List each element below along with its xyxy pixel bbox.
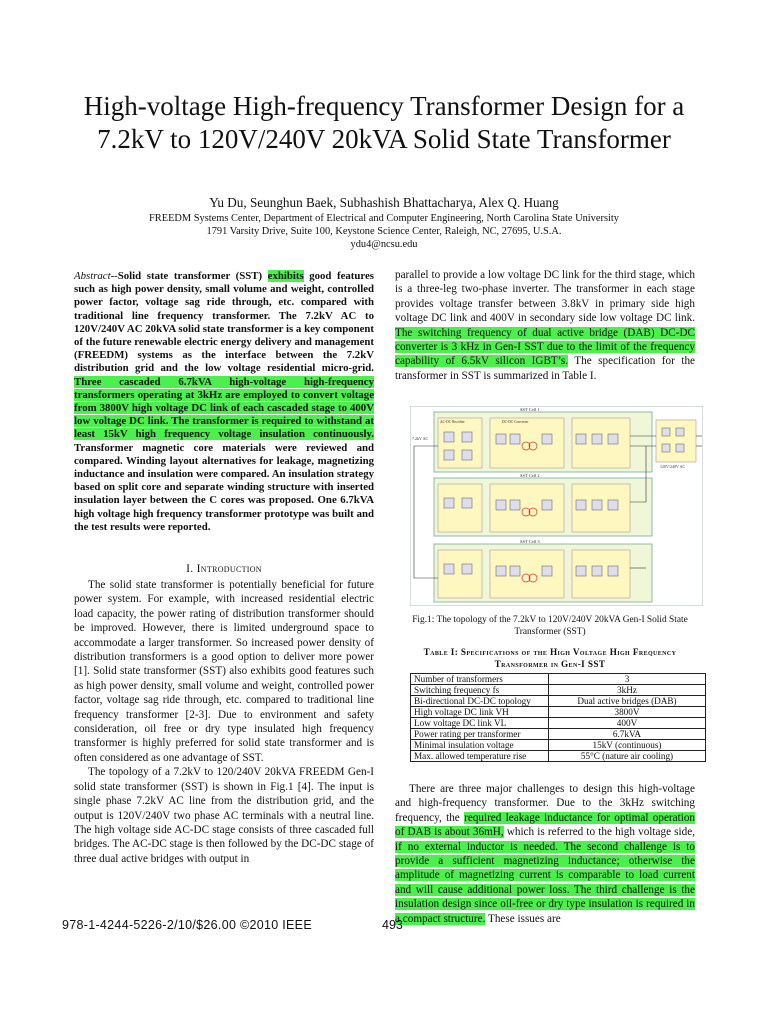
authors: Yu Du, Seunghun Baek, Subhashish Bhattacharya, Alex Q. Huang: [209, 195, 559, 210]
table-caption-line-2: Transformer in Gen-I SST: [494, 659, 606, 669]
right-p1-text-a: parallel to provide a low voltage DC link for the third stage, which is a three-leg two-phase inverter. The transformer in each stage provides voltage transfer between 3.8kV in primary side high voltage DC link and 400V in secondary side low voltage DC link.: [395, 269, 695, 325]
cell2-label: SST Cell 2: [520, 473, 540, 478]
table-cell-label: Minimal insulation voltage: [411, 740, 549, 751]
table-cell-value: Dual active bridges (DAB): [549, 696, 706, 707]
right-p2-highlight-1: required leakage inductance for optimal operation of DAB is about 36mH,: [395, 811, 696, 839]
dcdc-label: DC-DC Converter: [502, 420, 529, 424]
table-row: [411, 729, 706, 740]
table-cell-label: Power rating per transformer: [411, 729, 549, 740]
right-p2-text-a: There are three major challenges to design this high-voltage and high-frequency transformer. Due to the 3kHz switching frequency, the: [395, 783, 695, 824]
output-voltage-label: 120V/240V AC: [660, 464, 686, 469]
intro-body: [74, 578, 374, 866]
table-caption-line-1: Table I: Specifications of the High Voltage High Frequency: [423, 647, 677, 657]
table-cell-label: Bi-directional DC-DC topology: [411, 696, 549, 707]
email: ydu4@ncsu.edu: [350, 239, 418, 250]
paper-title: High-voltage High-frequency Transformer Design for a 7.2kV to 120V/240V 20kVA Solid State Transformer: [83, 91, 685, 154]
affiliation: [40, 212, 728, 251]
table-cell-value: 3800V: [549, 707, 706, 718]
table-cell-value: 15kV (continuous): [549, 740, 706, 751]
table-cell-value: 55°C (nature air cooling): [549, 751, 706, 762]
intro-paragraph-2: The topology of a 7.2kV to 120/240V 20kVA FREEDM Gen-I solid state transformer (SST) is shown in Fig.1 [4]. The input is single phase 7.2kV AC line from the distribution grid, and the output is 120V/240V two phase AC terminals with a neutral line. The high voltage side AC-DC stage consists of three cascaded full bridges. The AC-DC stage is then followed by the DC-DC stage of three dual active bridges with output in: [74, 766, 374, 865]
table-cell-label: Max. allowed temperature rise: [411, 751, 549, 762]
table-row: [411, 751, 706, 762]
abstract-text-a: Solid state transformer (SST): [117, 270, 268, 282]
table-cell-label: Low voltage DC link VL: [411, 718, 549, 729]
right-p1-highlight: The switching frequency of dual active bridge (DAB) DC-DC converter is 3 kHz in Gen-I SST due to the limit of the frequency capability of 6.5kV silicon IGBT’s.: [395, 326, 695, 368]
table-cell-value: 3: [549, 674, 706, 685]
table-cell-label: High voltage DC link VH: [411, 707, 549, 718]
table-cell-value: 400V: [549, 718, 706, 729]
table-cell-label: Switching frequency fs: [411, 685, 549, 696]
abstract: [74, 270, 374, 534]
topology-figure: [410, 406, 703, 606]
spec-table: [410, 673, 706, 762]
abstract-highlight-2: Three cascaded 6.7kVA high-voltage high-frequency transformers operating at 3kHz are employed to convert voltage from 3800V high voltage DC link of each cascaded stage to 400V low voltage DC link. The transformer is required to withstand at least 15kV high frequency voltage insulation continuously.: [74, 375, 374, 441]
abstract-text-b: good features such as high power density, small volume and weight, controlled power factor, voltage sag ride through, etc. compared with traditional line frequency transformer. The 7.2kV AC to 120V/240V AC 20kVA solid state transformer is a key component of the future renewable electric energy delivery and management (FREEDM) systems as the interface between the 7.2kV distribution grid and the low voltage residential micro-grid.: [74, 270, 374, 375]
figure-caption: Fig.1: The topology of the 7.2kV to 120V/240V 20kVA Gen-I Solid State Transformer (SST): [412, 615, 688, 637]
affiliation-line-1: FREEDM Systems Center, Department of Electrical and Computer Engineering, North Carolina State University: [149, 213, 619, 224]
table-cell-value: 3kHz: [549, 685, 706, 696]
copyright-footer: 978-1-4244-5226-2/10/$26.00 ©2010 IEEE: [62, 918, 312, 932]
affiliation-line-2: 1791 Varsity Drive, Suite 100, Keystone Science Center, Raleigh, NC, 27695, U.S.A.: [206, 226, 562, 237]
right-p2-highlight-2: if no external inductor is needed. The second challenge is to provide a sufficient magnetizing inductance; otherwise the amplitude of magnetizing current is comparable to load current and will cause additional power loss. The third challenge is the insulation design since oil-free or dry type insulation is required in a compact structure.: [395, 840, 695, 925]
table-cell-value: 6.7kVA: [549, 729, 706, 740]
right-p2-text-b: which is referred to the high voltage side,: [503, 826, 696, 839]
table-cell-label: Number of transformers: [411, 674, 549, 685]
abstract-text-c: Transformer magnetic core materials were reviewed and compared. Winding layout alternatives for leakage, magnetizing inductance and insulation were compared. An insulation strategy based on split core and separate winding structure with inserted insulation layer between the C cores was proposed. One 6.7kVA high voltage high frequency transformer prototype was built and the test results were reported.: [74, 441, 374, 533]
table-row: [411, 685, 706, 696]
cell3-label: SST Cell 3: [520, 539, 540, 544]
table-row: [411, 707, 706, 718]
abstract-lead: Abstract--: [74, 270, 118, 282]
intro-paragraph-1: The solid state transformer is potentially beneficial for future power system. For example, with increased residential electric load capacity, the power rating of distribution transformer should be improved. However, there is limited underground space to accommodate a larger transformer. So increased power density of distribution transformers is a good option to deliver more power [1]. Solid state transformer (SST) also exhibits good features such as high power density, small volume and weight, controlled power factor, voltage sag ride through, etc. compared to traditional line frequency transformer [2-3]. Due to environment and safety consideration, oil free or dry type insulated high frequency transformer is highly preferred for solid state transformer and is often considered as one advantage of SST.: [74, 579, 374, 764]
right-p2-text-c: These issues are: [485, 912, 561, 925]
acdc-label: AC-DC Rectifier: [440, 420, 465, 424]
page-number: 493: [382, 918, 403, 932]
table-caption: [400, 646, 700, 670]
table-row: [411, 674, 706, 685]
abstract-highlight-1: exhibits: [267, 270, 304, 282]
input-voltage-label: 7.2kV AC: [412, 436, 429, 441]
table-row: [411, 718, 706, 729]
inverter-box: [656, 420, 696, 462]
table-row: [411, 740, 706, 751]
cell1-label: SST Cell 1: [520, 407, 540, 412]
table-row: [411, 696, 706, 707]
right-paragraph-1: [395, 268, 695, 383]
right-p1-text-b: The specification for the transformer in SST is summarized in Table I.: [395, 355, 696, 382]
right-paragraph-2: [395, 782, 695, 926]
section-heading-introduction: I. Introduction: [186, 562, 262, 575]
